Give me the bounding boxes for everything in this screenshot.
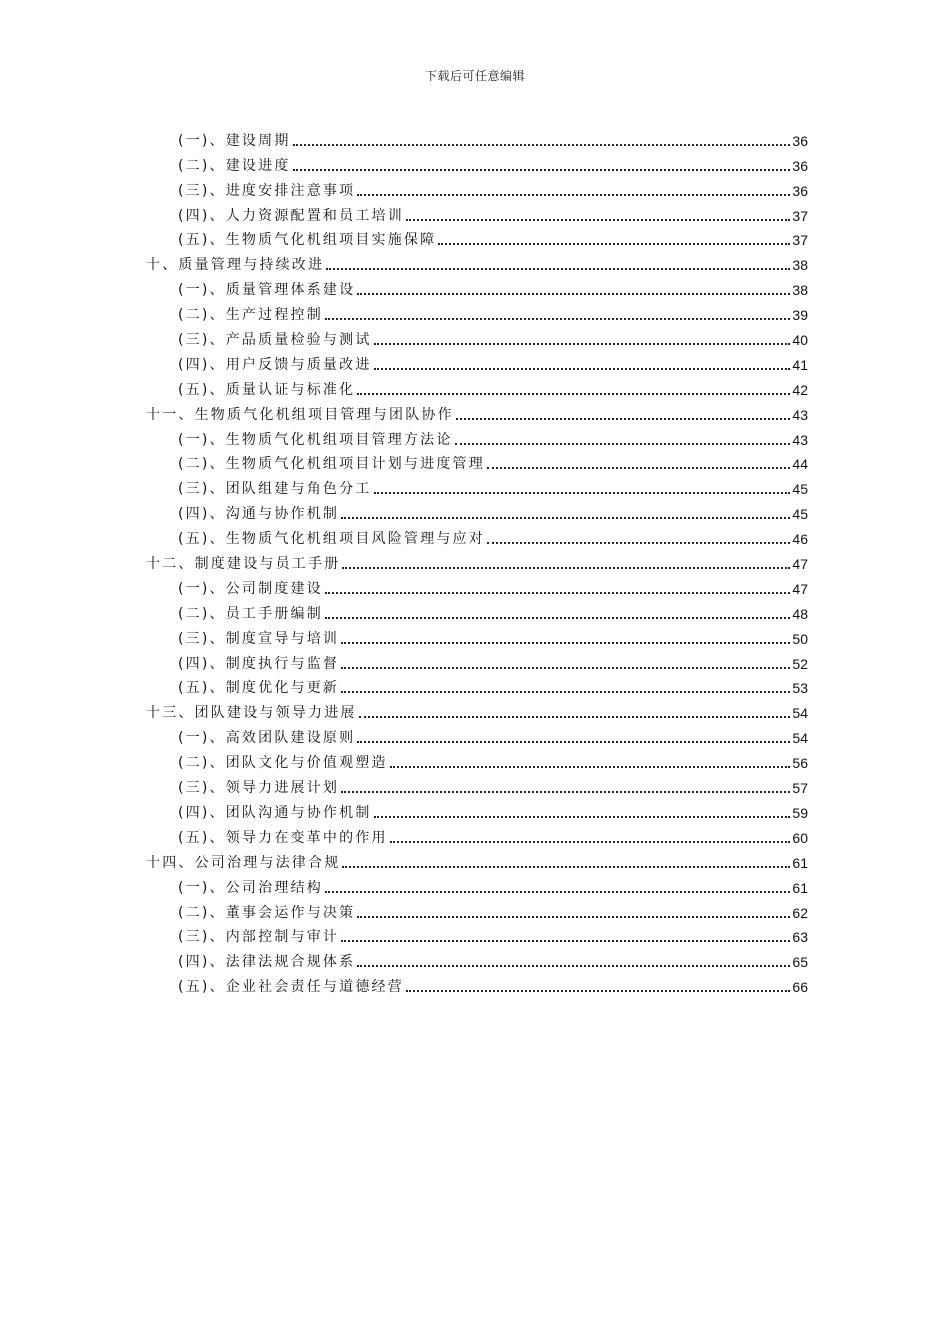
toc-page-number: 61 [792, 879, 808, 896]
toc-entry-title: 十四、公司治理与法律合规 [146, 854, 341, 871]
toc-page-number: 41 [792, 356, 808, 373]
toc-page-number: 43 [792, 431, 808, 448]
toc-page-number: 63 [792, 929, 808, 946]
toc-page-number: 43 [792, 406, 808, 423]
toc-section-entry[interactable] [146, 922, 808, 947]
toc-entry-title: (二)、董事会运作与决策 [178, 904, 356, 921]
toc-entry-title: (五)、质量认证与标准化 [178, 381, 356, 398]
toc-dot-leader [342, 866, 790, 868]
toc-entry-title: (四)、沟通与协作机制 [178, 506, 340, 523]
toc-section-entry[interactable] [146, 822, 808, 847]
toc-dot-leader [406, 219, 790, 221]
toc-section-entry[interactable] [146, 623, 808, 648]
toc-section-entry[interactable] [146, 150, 808, 175]
toc-entry-title: (四)、团队沟通与协作机制 [178, 804, 372, 821]
toc-dot-leader [455, 443, 791, 445]
toc-dot-leader [293, 144, 791, 146]
toc-page-number: 50 [792, 630, 808, 647]
toc-entry-title: (三)、内部控制与审计 [178, 929, 340, 946]
toc-section-entry[interactable] [146, 797, 808, 822]
toc-dot-leader [342, 567, 790, 569]
toc-entry-title: (四)、用户反馈与质量改进 [178, 356, 372, 373]
toc-dot-leader [374, 343, 791, 345]
toc-entry-title: (三)、进度安排注意事项 [178, 182, 356, 199]
toc-chapter-entry[interactable] [146, 399, 808, 424]
toc-entry-title: 十二、制度建设与员工手册 [146, 556, 341, 573]
toc-page-number: 37 [792, 207, 808, 224]
toc-chapter-entry[interactable] [146, 548, 808, 573]
toc-page-number: 38 [792, 282, 808, 299]
toc-page-number: 54 [792, 705, 808, 722]
toc-dot-leader [406, 990, 790, 992]
toc-dot-leader [325, 318, 790, 320]
toc-page-number: 48 [792, 605, 808, 622]
toc-page-number: 38 [792, 257, 808, 274]
toc-entry-title: (二)、团队文化与价值观塑造 [178, 755, 388, 772]
toc-page-number: 46 [792, 531, 808, 548]
toc-page-number: 52 [792, 655, 808, 672]
toc-entry-title: (五)、生物质气化机组项目实施保障 [178, 232, 437, 249]
toc-page-number: 65 [792, 954, 808, 971]
toc-entry-title: (三)、产品质量检验与测试 [178, 332, 372, 349]
toc-entry-title: (五)、制度优化与更新 [178, 680, 340, 697]
toc-section-entry[interactable] [146, 648, 808, 673]
toc-dot-leader [293, 169, 791, 171]
toc-page-number: 56 [792, 755, 808, 772]
toc-dot-leader [357, 965, 790, 967]
toc-dot-leader [374, 368, 791, 370]
toc-entry-title: (四)、法律法规合规体系 [178, 954, 356, 971]
toc-entry-title: (一)、公司制度建设 [178, 580, 323, 597]
toc-chapter-entry[interactable] [146, 249, 808, 274]
toc-page-number: 66 [792, 979, 808, 996]
toc-dot-leader [325, 592, 790, 594]
table-of-contents [146, 125, 808, 996]
toc-page-number: 53 [792, 680, 808, 697]
toc-dot-leader [325, 891, 790, 893]
toc-entry-title: (二)、建设进度 [178, 157, 291, 174]
toc-page-number: 54 [792, 730, 808, 747]
toc-page-number: 39 [792, 307, 808, 324]
toc-section-entry[interactable] [146, 424, 808, 449]
toc-dot-leader [357, 293, 790, 295]
toc-section-entry[interactable] [146, 473, 808, 498]
toc-entry-title: (三)、领导力进展计划 [178, 780, 340, 797]
toc-dot-leader [456, 418, 791, 420]
toc-section-entry[interactable] [146, 772, 808, 797]
toc-dot-leader [357, 194, 790, 196]
toc-section-entry[interactable] [146, 946, 808, 971]
toc-page-number: 59 [792, 804, 808, 821]
toc-page-number: 37 [792, 232, 808, 249]
toc-entry-title: (一)、质量管理体系建设 [178, 282, 356, 299]
toc-dot-leader [341, 667, 790, 669]
toc-page-number: 62 [792, 904, 808, 921]
toc-entry-title: (一)、建设周期 [178, 132, 291, 149]
toc-page-number: 36 [792, 157, 808, 174]
toc-section-entry[interactable] [146, 299, 808, 324]
toc-section-entry[interactable] [146, 673, 808, 698]
toc-dot-leader [390, 766, 791, 768]
toc-entry-title: 十三、团队建设与领导力进展 [146, 705, 357, 722]
toc-section-entry[interactable] [146, 374, 808, 399]
toc-entry-title: (五)、生物质气化机组项目风险管理与应对 [178, 531, 485, 548]
toc-dot-leader [390, 841, 791, 843]
toc-page-number: 45 [792, 506, 808, 523]
toc-entry-title: (三)、团队组建与角色分工 [178, 481, 372, 498]
toc-section-entry[interactable] [146, 200, 808, 225]
toc-entry-title: (三)、制度宣导与培训 [178, 630, 340, 647]
toc-entry-title: (一)、公司治理结构 [178, 879, 323, 896]
toc-dot-leader [374, 816, 791, 818]
toc-entry-title: (四)、制度执行与监督 [178, 655, 340, 672]
page-header: 下载后可任意编辑 [424, 69, 525, 83]
toc-section-entry[interactable] [146, 598, 808, 623]
toc-page-number: 40 [792, 332, 808, 349]
toc-dot-leader [326, 268, 790, 270]
toc-section-entry[interactable] [146, 971, 808, 996]
toc-dot-leader [357, 916, 790, 918]
toc-entry-title: (四)、人力资源配置和员工培训 [178, 207, 404, 224]
toc-section-entry[interactable] [146, 573, 808, 598]
toc-dot-leader [357, 393, 790, 395]
toc-page-number: 44 [792, 456, 808, 473]
toc-page-number: 47 [792, 580, 808, 597]
toc-dot-leader [357, 741, 790, 743]
toc-entry-title: (二)、生物质气化机组项目计划与进度管理 [178, 456, 485, 473]
toc-chapter-entry[interactable] [146, 697, 808, 722]
toc-dot-leader [487, 467, 790, 469]
toc-dot-leader [341, 791, 790, 793]
toc-entry-title: (二)、生产过程控制 [178, 307, 323, 324]
toc-entry-title: (五)、领导力在变革中的作用 [178, 829, 388, 846]
toc-section-entry[interactable] [146, 872, 808, 897]
toc-dot-leader [487, 542, 790, 544]
toc-section-entry[interactable] [146, 498, 808, 523]
toc-entry-title: (二)、员工手册编制 [178, 605, 323, 622]
toc-section-entry[interactable] [146, 349, 808, 374]
toc-page-number: 36 [792, 132, 808, 149]
toc-page-number: 60 [792, 829, 808, 846]
toc-section-entry[interactable] [146, 449, 808, 474]
toc-section-entry[interactable] [146, 225, 808, 250]
toc-entry-title: (五)、企业社会责任与道德经营 [178, 979, 404, 996]
toc-page-number: 47 [792, 556, 808, 573]
toc-page-number: 36 [792, 182, 808, 199]
toc-entry-title: 十一、生物质气化机组项目管理与团队协作 [146, 406, 454, 423]
toc-section-entry[interactable] [146, 523, 808, 548]
toc-section-entry[interactable] [146, 722, 808, 747]
toc-page-number: 57 [792, 780, 808, 797]
toc-section-entry[interactable] [146, 324, 808, 349]
toc-section-entry[interactable] [146, 274, 808, 299]
toc-section-entry[interactable] [146, 897, 808, 922]
toc-dot-leader [374, 492, 791, 494]
toc-page-number: 45 [792, 481, 808, 498]
toc-entry-title: (一)、高效团队建设原则 [178, 730, 356, 747]
toc-dot-leader [341, 691, 790, 693]
toc-section-entry[interactable] [146, 175, 808, 200]
toc-entry-title: (一)、生物质气化机组项目管理方法论 [178, 431, 453, 448]
toc-section-entry[interactable] [146, 125, 808, 150]
toc-entry-title: 十、质量管理与持续改进 [146, 257, 325, 274]
toc-dot-leader [438, 243, 790, 245]
toc-page-number: 61 [792, 854, 808, 871]
toc-dot-leader [341, 517, 790, 519]
toc-dot-leader [341, 642, 790, 644]
toc-section-entry[interactable] [146, 747, 808, 772]
toc-dot-leader [359, 716, 791, 718]
toc-dot-leader [341, 940, 790, 942]
toc-page-number: 42 [792, 381, 808, 398]
toc-chapter-entry[interactable] [146, 847, 808, 872]
toc-dot-leader [325, 617, 790, 619]
